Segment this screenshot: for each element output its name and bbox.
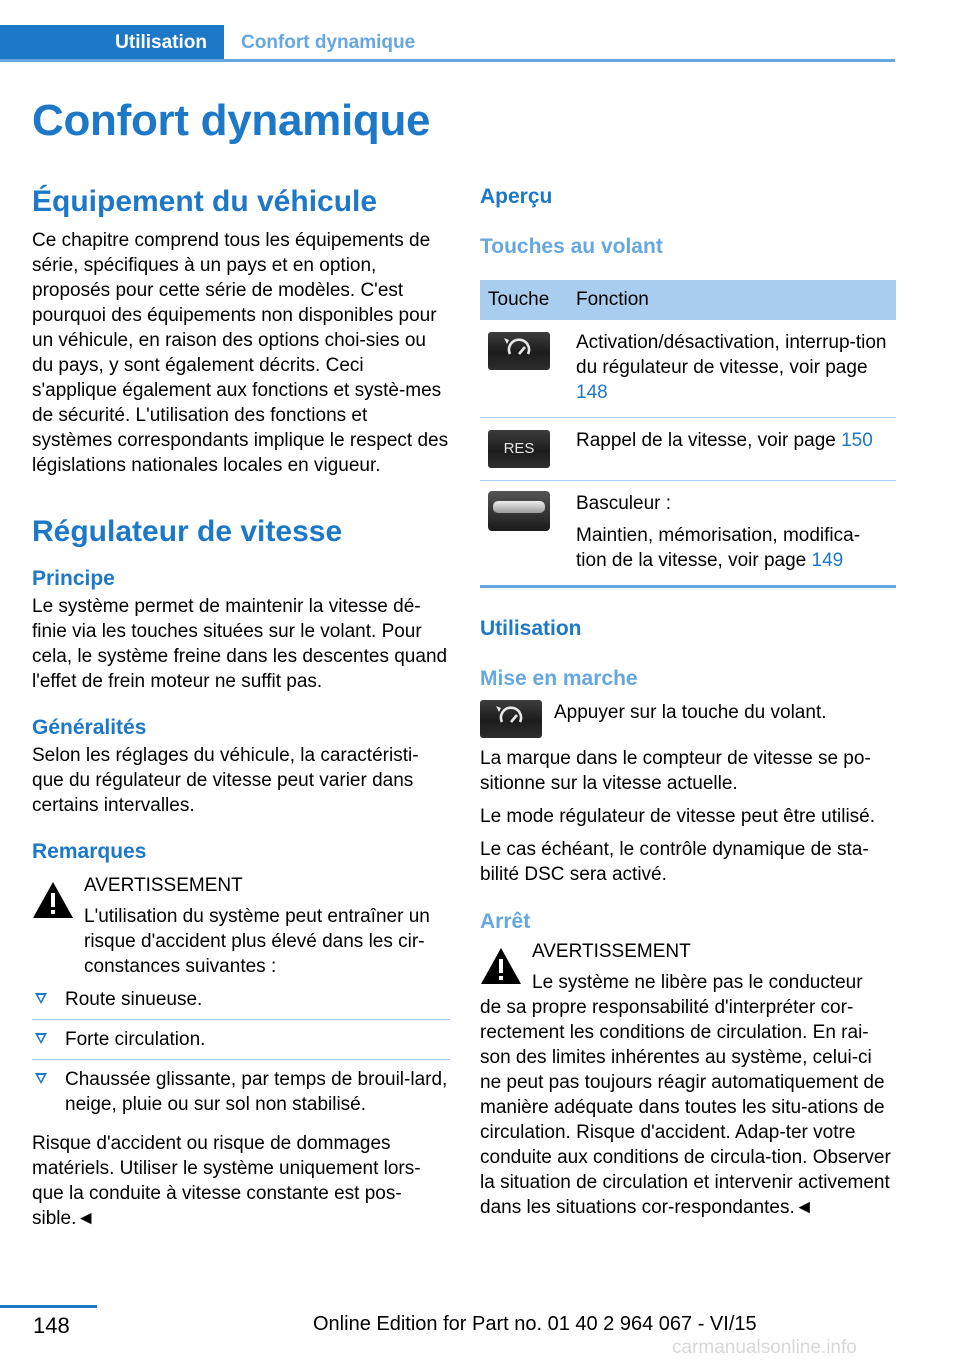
warning-text-first-line: Le système ne libère pas le conducteur — [532, 972, 863, 993]
bullet-triangle-icon — [35, 1033, 47, 1044]
warning-triangle-icon — [480, 947, 522, 985]
warning-label: AVERTISSEMENT — [84, 875, 243, 896]
function-cell: Activation/désactivation, interrup-tion du régulateur de vitesse, voir page 148 — [568, 320, 896, 418]
header-divider — [0, 59, 895, 62]
subsection-title-arret: Arrêt — [480, 910, 531, 933]
warning-text: de sa propre responsabilité d'interpréter cor-rectement les conditions de circulation. En rai-son des limites inhérentes au système, celui-ci ne peut pas toujours réagir automatiquement de manière adéquate dans toutes les situ-ations de circulation. Risque d'accident. Adap-ter votre conduite aux conditions de circula-tion. Observer la situation de circulation et intervenir activement dans les situations cor-respondantes.◄ — [480, 997, 891, 1218]
column-header-touche: Touche — [480, 280, 568, 320]
tab-utilisation[interactable]: Utilisation — [0, 25, 224, 61]
column-header-fonction: Fonction — [568, 280, 896, 320]
function-cell: Basculeur : Maintien, mémorisation, modifica-tion de la vitesse, voir page 149 — [568, 481, 896, 587]
utilisation-para-2: Le mode régulateur de vitesse peut être utilisé. — [480, 806, 876, 827]
warning-outro: Risque d'accident ou risque de dommages matériels. Utiliser le système uniquement lors-que la conduite à vitesse constante est pos-sible.◄ — [32, 1133, 421, 1229]
utilisation-para-3: Le cas échéant, le contrôle dynamique de sta-bilité DSC sera activé. — [480, 839, 869, 885]
section-title-apercu: Aperçu — [480, 185, 553, 208]
warning-triangle-icon — [32, 881, 74, 919]
page-link[interactable]: 148 — [576, 382, 608, 403]
page-title: Confort dynamique — [32, 96, 431, 145]
key-cell — [480, 481, 568, 587]
warning-bullet-list — [32, 987, 450, 1124]
warning-block — [32, 873, 450, 979]
section-title-utilisation: Utilisation — [480, 617, 582, 640]
mise-en-marche-row — [480, 700, 896, 738]
list-item: Forte circulation. — [32, 1027, 450, 1060]
section-title-equipement: Équipement du véhicule — [32, 185, 378, 218]
footer-divider — [0, 1305, 97, 1308]
right-column — [480, 182, 896, 1220]
header-tabbar — [0, 25, 895, 61]
key-cell — [480, 418, 568, 481]
function-cell: Rappel de la vitesse, voir page 150 — [568, 418, 896, 481]
warning-label: AVERTISSEMENT — [532, 941, 691, 962]
generalites-text: Selon les réglages du véhicule, la caractéristi-que du régulateur de vitesse peut varier dans certains intervalles. — [32, 745, 419, 816]
table-row — [480, 418, 896, 481]
rocker-switch-icon — [488, 491, 550, 531]
cruise-control-icon — [480, 700, 542, 738]
page-number: 148 — [33, 1313, 70, 1338]
page-link[interactable]: 149 — [811, 550, 844, 571]
tab-confort-dynamique[interactable]: Confort dynamique — [241, 32, 416, 53]
table-header-row — [480, 280, 896, 320]
warning-block — [480, 939, 896, 995]
utilisation-para-1: La marque dans le compteur de vitesse se po-sitionne sur la vitesse actuelle. — [480, 748, 871, 794]
list-item: Route sinueuse. — [32, 987, 450, 1020]
bullet-triangle-icon — [35, 993, 47, 1004]
subsection-title-mise-en-marche: Mise en marche — [480, 667, 638, 690]
subsection-title-touches: Touches au volant — [480, 235, 663, 258]
key-cell — [480, 320, 568, 418]
table-row — [480, 481, 896, 587]
steering-keys-table — [480, 280, 896, 588]
warning-intro: L'utilisation du système peut entraîner un risque d'accident plus élevé dans les cir-constances suivantes : — [84, 906, 430, 977]
edition-note: Online Edition for Part no. 01 40 2 964 067 - VI/15 — [313, 1313, 757, 1335]
equipement-text: Ce chapitre comprend tous les équipements de série, spécifiques à un pays et en option, proposés pour cette série de modèles. C'est pourquoi des équipements non disponibles pour un véhicule, en raison des options choi-sies ou du pays, y sont également décrits. Ceci s'applique également aux fonctions et systè-mes de sécurité. L'utilisation des fonctions et systèmes correspondants implique le respect des législations nationales locales en vigueur. — [32, 230, 449, 476]
subsection-title-remarques: Remarques — [32, 840, 147, 863]
bullet-triangle-icon — [35, 1073, 47, 1084]
res-key-icon: RES — [488, 430, 550, 468]
mise-en-marche-text: Appuyer sur la touche du volant. — [554, 702, 827, 723]
watermark: carmanualsonline.info — [672, 1337, 857, 1358]
list-item: Chaussée glissante, par temps de brouil-lard, neige, pluie ou sur sol non stabilisé. — [32, 1067, 450, 1124]
table-row — [480, 320, 896, 418]
principe-text: Le système permet de maintenir la vitesse dé-finie via les touches situées sur le volant. Pour cela, le système freine dans les descentes quand l'effet de frein moteur ne suffit pas. — [32, 596, 448, 692]
subsection-title-principe: Principe — [32, 567, 115, 590]
subsection-title-generalites: Généralités — [32, 716, 147, 739]
section-title-regulateur: Régulateur de vitesse — [32, 515, 343, 548]
warning-intro-line1 — [84, 904, 450, 979]
page-link[interactable]: 150 — [841, 430, 873, 451]
cruise-control-icon — [488, 332, 550, 370]
left-column — [32, 182, 450, 1231]
